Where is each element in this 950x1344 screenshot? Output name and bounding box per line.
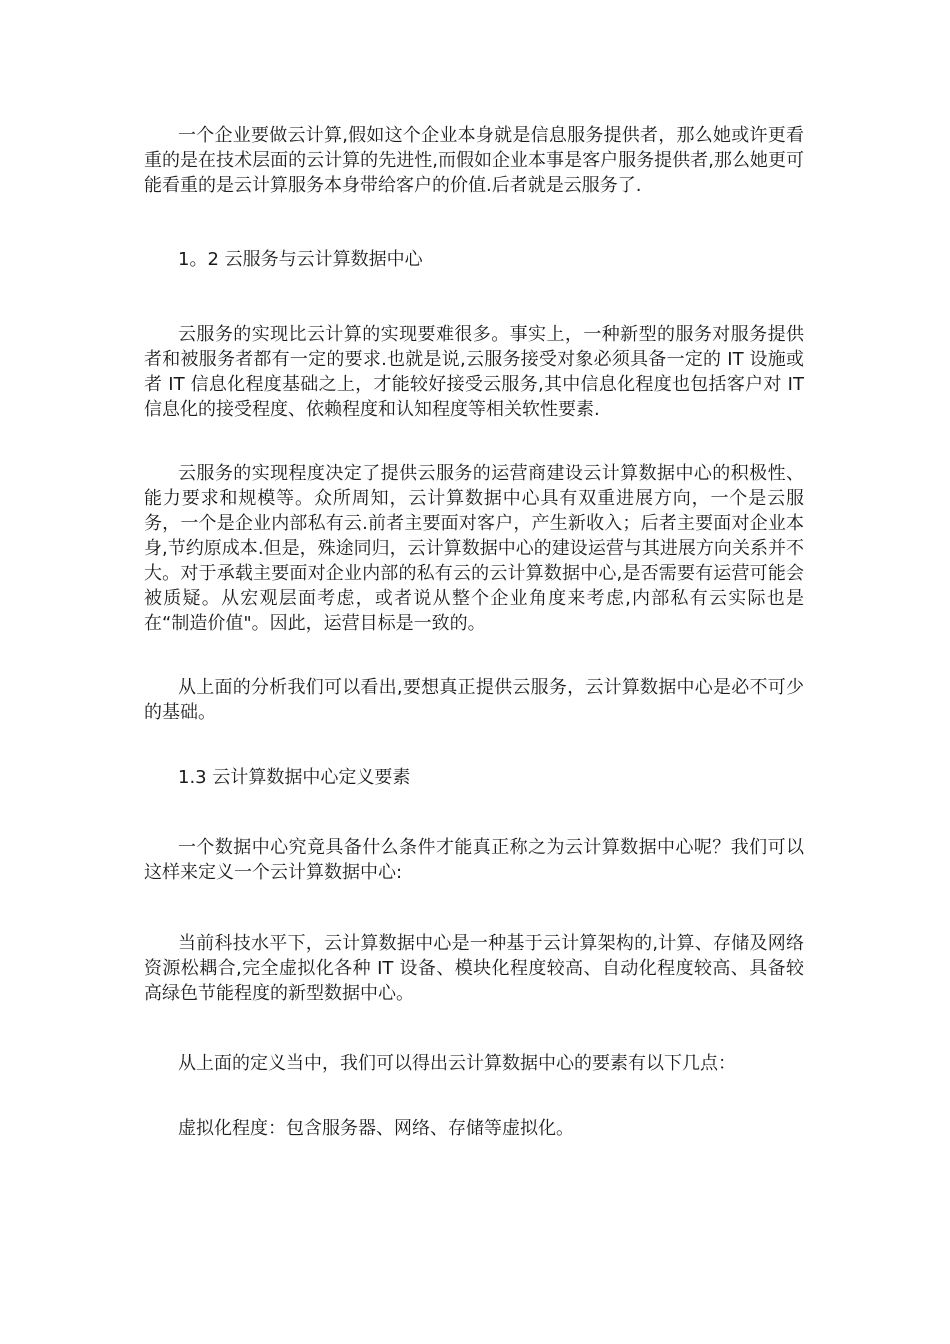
paragraph-definition: 当前科技水平下，云计算数据中心是一种基于云计算架构的,计算、存储及网络资源松耦合,完全虚拟化各种 IT 设备、模块化程度较高、自动化程度较高、具备较高绿色节能程度的新型数据中心。 bbox=[144, 933, 804, 1004]
section-heading-1-3: 1.3 云计算数据中心定义要素 bbox=[178, 767, 411, 788]
paragraph-cloud-service-degree: 云服务的实现程度决定了提供云服务的运营商建设云计算数据中心的积极性、能力要求和规模等。众所周知，云计算数据中心具有双重进展方向，一个是云服务，一个是企业内部私有云.前者主要面对客户，产生新收入；后者主要面对企业本身,节约原成本.但是，殊途同归，云计算数据中心的建设运营与其进展方向关系并不大。对于承载主要面对企业内部的私有云的云计算数据中心,是否需要有运营可能会被质疑。从宏观层面考虑，或者说从整个企业角度来考虑,内部私有云实际也是在“制造价值"。因此，运营目标是一致的。 bbox=[144, 463, 804, 634]
paragraph-analysis-conclusion: 从上面的分析我们可以看出,要想真正提供云服务，云计算数据中心是必不可少的基础。 bbox=[144, 677, 804, 723]
paragraph-elements-intro: 从上面的定义当中，我们可以得出云计算数据中心的要素有以下几点： bbox=[178, 1053, 736, 1074]
paragraph-virtualization-element: 虚拟化程度：包含服务器、网络、存储等虚拟化。 bbox=[178, 1118, 574, 1139]
document-page bbox=[144, 120, 804, 1141]
paragraph-cloud-computing-intro: 一个企业要做云计算,假如这个企业本身就是信息服务提供者，那么她或许更看重的是在技术层面的云计算的先进性,而假如企业本事是客户服务提供者,那么她更可能看重的是云计算服务本身带给客户的价值.后者就是云服务了. bbox=[144, 125, 804, 196]
paragraph-definition-question: 一个数据中心究竟具备什么条件才能真正称之为云计算数据中心呢？我们可以这样来定义一个云计算数据中心: bbox=[144, 837, 804, 883]
paragraph-cloud-service-requirements: 云服务的实现比云计算的实现要难很多。事实上，一种新型的服务对服务提供者和被服务者都有一定的要求.也就是说,云服务接受对象必须具备一定的 IT 设施或者 IT 信息化程度基础之上，才能较好接受云服务,其中信息化程度也包括客户对 IT 信息化的接受程度、依赖程度和认知程度等相关软性要素. bbox=[144, 324, 804, 420]
section-heading-1-2: 1。2 云服务与云计算数据中心 bbox=[178, 249, 423, 270]
